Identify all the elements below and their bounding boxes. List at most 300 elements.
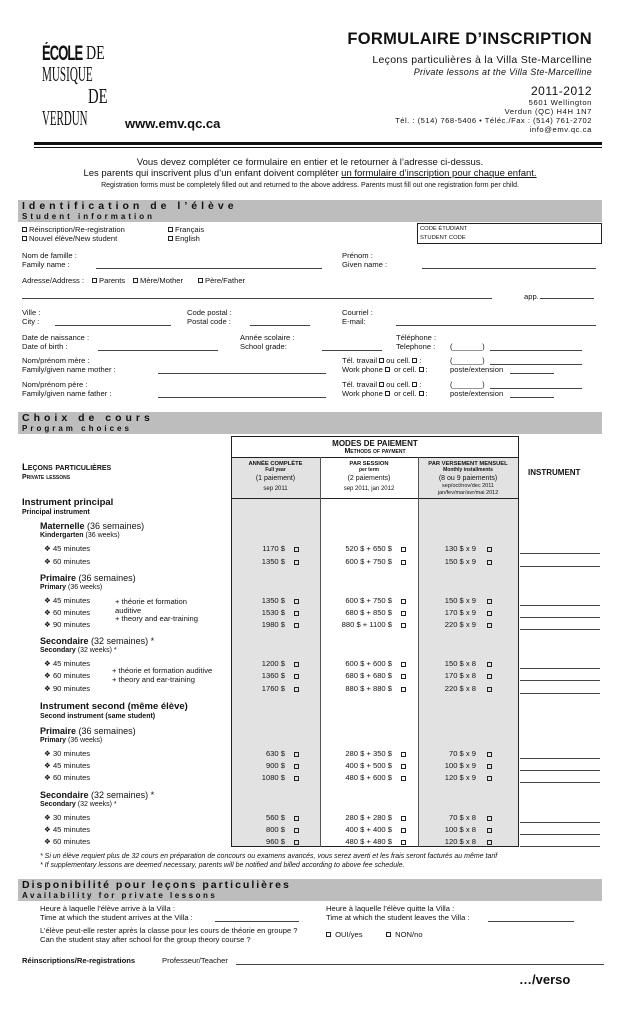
instrument-field[interactable] [520, 846, 600, 847]
session-checkbox[interactable] [401, 815, 408, 824]
session-price: 480 $ + 600 $ [345, 773, 392, 782]
duration-label [44, 660, 90, 669]
checkbox[interactable] [487, 623, 492, 628]
session-price: 280 $ + 350 $ [345, 749, 392, 758]
identification-title: Identification de l’élève [22, 200, 238, 212]
checkbox[interactable] [386, 932, 391, 937]
methods-title-en: Methods of payment [344, 448, 406, 455]
group-name-fr: Primaire [40, 573, 77, 583]
diamond-icon: ❖ [44, 671, 51, 680]
instrument-field[interactable] [520, 553, 600, 554]
teacher-field[interactable] [236, 964, 604, 965]
secondary-theory-fr: + théorie et formation auditive [112, 666, 213, 675]
diamond-icon: ❖ [44, 773, 51, 782]
father-phone-area[interactable]: (_______) [450, 380, 485, 389]
yes-label: OUI/yes [335, 930, 363, 939]
page-title: FORMULAIRE D’INSCRIPTION [347, 30, 592, 48]
verso-label: …/verso [519, 972, 571, 987]
header-rule-thin [34, 147, 602, 148]
primary-theory-fr: + théorie et formation auditive [115, 597, 187, 615]
checkbox[interactable] [401, 662, 406, 667]
postal-label-fr: Code postal : [187, 308, 232, 317]
month-checkbox[interactable] [487, 815, 494, 824]
instrument-field[interactable] [520, 617, 600, 618]
year-price: 1350 $ [261, 596, 285, 605]
checkbox[interactable] [401, 764, 406, 769]
checkbox[interactable] [487, 776, 492, 781]
year-price: 1980 $ [261, 620, 285, 629]
group-weeks-en: (32 weeks) * [77, 801, 117, 808]
instrument-field[interactable] [520, 629, 600, 630]
leave-field[interactable] [488, 921, 574, 922]
checkbox[interactable] [385, 391, 390, 396]
session-checkbox[interactable] [401, 775, 408, 784]
group-name-fr: Primaire [40, 726, 77, 736]
group-title [40, 636, 154, 646]
checkbox[interactable] [294, 560, 299, 565]
checkbox[interactable] [294, 611, 299, 616]
checkbox[interactable] [294, 840, 299, 845]
checkbox[interactable] [487, 764, 492, 769]
group-title [40, 521, 144, 531]
month-checkbox[interactable] [487, 610, 494, 619]
subtitle-en: Private lessons at the Villa Ste-Marcelline [413, 67, 592, 77]
family-name-field[interactable] [96, 268, 322, 269]
session-price: 680 $ + 680 $ [345, 671, 392, 680]
group-title [40, 790, 154, 800]
yes-option[interactable] [326, 931, 363, 940]
group-title [40, 726, 136, 736]
mother-work-en: Work phone or cell. : [342, 365, 428, 374]
year-checkbox[interactable] [294, 839, 301, 848]
checkbox[interactable] [401, 611, 406, 616]
checkbox[interactable] [379, 382, 384, 387]
session-price: 880 $ + 880 $ [345, 684, 392, 693]
no-option[interactable] [386, 931, 423, 940]
checkbox[interactable] [294, 764, 299, 769]
student-code-box[interactable] [417, 223, 602, 244]
instrument-field[interactable] [520, 822, 600, 823]
grade-label-fr: Année scolaire : [240, 333, 295, 342]
year-checkbox[interactable] [294, 827, 301, 836]
session-checkbox[interactable] [401, 839, 408, 848]
duration-text: 90 minutes [52, 620, 91, 629]
checkbox[interactable] [401, 816, 406, 821]
session-checkbox[interactable] [401, 751, 408, 760]
session-checkbox[interactable] [401, 827, 408, 836]
checkbox[interactable] [294, 547, 299, 552]
duration-label [44, 545, 90, 554]
duration-label [44, 750, 90, 759]
grade-field[interactable] [322, 350, 382, 351]
year-price: 1350 $ [261, 557, 285, 566]
postal-field[interactable] [250, 325, 310, 326]
checkbox[interactable] [401, 776, 406, 781]
month-price: 150 $ x 9 [444, 557, 476, 566]
group-name-en: Secondary [40, 801, 76, 808]
checkbox[interactable] [487, 840, 492, 845]
month-checkbox[interactable] [487, 775, 494, 784]
session-checkbox[interactable] [401, 559, 408, 568]
diamond-icon: ❖ [44, 544, 51, 553]
checkbox[interactable] [419, 391, 424, 396]
session-checkbox[interactable] [401, 622, 408, 631]
checkbox[interactable] [401, 674, 406, 679]
instrument-field[interactable] [520, 834, 600, 835]
checkbox[interactable] [487, 611, 492, 616]
checkbox[interactable] [487, 816, 492, 821]
city-label-fr: Ville : [22, 308, 41, 317]
year-checkbox[interactable] [294, 622, 301, 631]
month-checkbox[interactable] [487, 661, 494, 670]
checkbox[interactable] [401, 840, 406, 845]
year-price: 1360 $ [261, 671, 285, 680]
year-checkbox[interactable] [294, 763, 301, 772]
mother-extension-field[interactable] [510, 373, 554, 374]
year-checkbox[interactable] [294, 673, 301, 682]
checkbox[interactable] [22, 227, 27, 232]
address-field[interactable] [22, 298, 492, 299]
checkbox[interactable] [487, 828, 492, 833]
diamond-icon: ❖ [44, 596, 51, 605]
month-price: 120 $ x 9 [444, 773, 476, 782]
checkbox[interactable] [401, 623, 406, 628]
group-subtitle [40, 532, 120, 540]
month-price: 150 $ x 8 [444, 659, 476, 668]
subtitle-fr: Leçons particulières à la Villa Ste-Marcelline [372, 54, 592, 66]
checkbox[interactable] [401, 828, 406, 833]
checkbox[interactable] [412, 382, 417, 387]
duration-label [44, 621, 90, 630]
duration-text: 60 minutes [52, 773, 91, 782]
phone-field[interactable] [490, 350, 582, 351]
session-checkbox[interactable] [401, 546, 408, 555]
nouvel-option[interactable] [22, 235, 117, 244]
checkbox[interactable] [294, 816, 299, 821]
group-weeks-en: (32 weeks) * [77, 647, 117, 654]
address-line1: 5601 Wellington [528, 98, 592, 107]
city-label-en: City : [22, 317, 40, 326]
duration-text: 45 minutes [52, 825, 91, 834]
duration-text: 60 minutes [52, 608, 91, 617]
identification-subtitle: Student information [22, 212, 155, 221]
given-name-label-en: Given name : [342, 260, 388, 269]
reinscription-label: Réinscription/Re-registration [29, 225, 125, 234]
checkbox[interactable] [401, 547, 406, 552]
father-option[interactable] [198, 277, 245, 286]
francais-label: Français [175, 225, 205, 234]
app-label: app. [524, 292, 539, 301]
diamond-icon: ❖ [44, 749, 51, 758]
group-weeks-fr: (36 semaines) [78, 726, 136, 736]
duration-text: 60 minutes [52, 837, 91, 846]
city-field[interactable] [55, 325, 171, 326]
mother-phone-area[interactable]: (_______) [450, 356, 485, 365]
checkbox[interactable] [294, 623, 299, 628]
checkbox[interactable] [379, 358, 384, 363]
session-checkbox[interactable] [401, 686, 408, 695]
duration-label [44, 762, 90, 771]
checkbox[interactable] [401, 687, 406, 692]
group-weeks-fr: (32 semaines) * [91, 790, 155, 800]
program-title: Choix de cours [22, 412, 154, 424]
year-price: 1760 $ [261, 684, 285, 693]
address-line2: Verdun (QC) H4H 1N7 [504, 107, 592, 116]
work-label-en: Work phone [342, 365, 385, 374]
father-name-label-fr: Nom/prénom père : [22, 380, 88, 389]
year-price: 1530 $ [261, 608, 285, 617]
work-label: Tél. travail [342, 380, 380, 389]
second-instrument-fr: Instrument second (même élève) [40, 701, 188, 712]
checkbox[interactable] [487, 599, 492, 604]
duration-label [44, 672, 90, 681]
checkbox[interactable] [487, 560, 492, 565]
session-checkbox[interactable] [401, 598, 408, 607]
group-name-en: Primary [40, 737, 67, 744]
mother-work-fr: Tél. travail ou cell. : [342, 356, 422, 365]
checkbox[interactable] [294, 687, 299, 692]
cell-label-en: or cell. [391, 389, 419, 398]
diamond-icon: ❖ [44, 608, 51, 617]
diamond-icon: ❖ [44, 837, 51, 846]
note-en: * If supplementary lessons are deemed necessary, parents will be notified and billed according to above fee schedule. [40, 862, 405, 869]
reregistrations-label: Réinscriptions/Re-registrations [22, 956, 136, 965]
arrive-label-en: Time at which the student arrives at the Villa : [40, 913, 193, 922]
arrive-field[interactable] [215, 921, 299, 922]
instrument-field[interactable] [520, 566, 600, 567]
checkbox[interactable] [487, 687, 492, 692]
year-price: 1080 $ [261, 773, 285, 782]
checkbox[interactable] [133, 278, 138, 283]
checkbox[interactable] [326, 932, 331, 937]
instrument-field[interactable] [520, 693, 600, 694]
session-price: 680 $ + 850 $ [345, 608, 392, 617]
checkbox[interactable] [419, 367, 424, 372]
checkbox[interactable] [487, 752, 492, 757]
mother-option[interactable] [133, 277, 183, 286]
checkbox[interactable] [487, 662, 492, 667]
checkbox[interactable] [412, 358, 417, 363]
father-extension-field[interactable] [510, 397, 554, 398]
checkbox[interactable] [168, 227, 173, 232]
header-divider [231, 498, 519, 499]
session-checkbox[interactable] [401, 763, 408, 772]
instrument-field[interactable] [520, 668, 600, 669]
mother-label: Mère/Mother [140, 276, 184, 285]
month-checkbox[interactable] [487, 598, 494, 607]
mother-extension-label: poste/extension [450, 365, 504, 374]
session-price: 880 $ + 1100 $ [341, 620, 392, 629]
year-checkbox[interactable] [294, 815, 301, 824]
checkbox[interactable] [294, 752, 299, 757]
group-subtitle [40, 584, 102, 592]
year-checkbox[interactable] [294, 751, 301, 760]
year-checkbox[interactable] [294, 546, 301, 555]
duration-text: 30 minutes [52, 749, 91, 758]
year-checkbox[interactable] [294, 686, 301, 695]
month-price: 220 $ x 9 [444, 620, 476, 629]
session-col-h3: (2 paiements) [347, 475, 391, 482]
mother-phone-field[interactable] [490, 364, 582, 365]
app-field[interactable] [540, 298, 594, 299]
instrument-field[interactable] [520, 605, 600, 606]
instrument-field[interactable] [520, 770, 600, 771]
session-price: 600 $ + 750 $ [345, 557, 392, 566]
checkbox[interactable] [401, 599, 406, 604]
instrument-field[interactable] [520, 758, 600, 759]
duration-text: 60 minutes [52, 557, 91, 566]
diamond-icon: ❖ [44, 557, 51, 566]
group-name-en: Secondary [40, 647, 76, 654]
year-checkbox[interactable] [294, 559, 301, 568]
mother-name-field[interactable] [158, 373, 326, 374]
given-name-label-fr: Prénom : [342, 251, 373, 260]
father-label: Père/Father [205, 276, 246, 285]
month-col-h3: (8 ou 9 paiements) [438, 475, 498, 482]
intro-line1: Vous devez compléter ce formulaire en entier et le retourner à l’adresse ci-dessus. [136, 157, 484, 168]
year-checkbox[interactable] [294, 610, 301, 619]
year-checkbox[interactable] [294, 775, 301, 784]
family-name-label-en: Family name : [22, 260, 70, 269]
year-col-h1: ANNÉE COMPLÈTE [248, 461, 303, 467]
year-col-h4: sep 2011 [263, 486, 288, 492]
father-name-field[interactable] [158, 397, 326, 398]
checkbox[interactable] [294, 776, 299, 781]
given-name-field[interactable] [422, 268, 596, 269]
nouvel-label: Nouvel élève/New student [29, 234, 118, 243]
session-col-h4: sep 2011, jan 2012 [343, 486, 395, 492]
duration-label [44, 597, 90, 606]
arrive-label-fr: Heure à laquelle l’élève arrive à la Villa : [40, 904, 175, 913]
month-price: 100 $ x 8 [444, 825, 476, 834]
session-checkbox[interactable] [401, 661, 408, 670]
checkbox[interactable] [294, 662, 299, 667]
group-weeks-fr: (32 semaines) * [91, 636, 155, 646]
month-col-h1: PAR VERSEMENT MENSUEL [428, 461, 508, 467]
month-checkbox[interactable] [487, 686, 494, 695]
english-option[interactable] [168, 235, 200, 244]
checkbox[interactable] [401, 752, 406, 757]
phone-line: Tél. : (514) 768-5406 • Téléc./Fax : (514) 761-2702 [395, 116, 592, 125]
year-checkbox[interactable] [294, 598, 301, 607]
principal-instrument-fr: Instrument principal [22, 497, 114, 508]
month-price: 70 $ x 8 [448, 813, 476, 822]
instrument-field[interactable] [520, 680, 600, 681]
diamond-icon: ❖ [44, 813, 51, 822]
session-col-h1: PAR SESSION [349, 461, 389, 467]
year-checkbox[interactable] [294, 661, 301, 670]
availability-title: Disponibilité pour leçons particulières [22, 879, 291, 891]
month-price: 130 $ x 9 [444, 544, 476, 553]
month-col-h4: sep/oct/nov/dec 2011 [442, 483, 494, 489]
cell-label: ou cell. [386, 380, 413, 389]
month-price: 170 $ x 8 [444, 671, 476, 680]
session-checkbox[interactable] [401, 610, 408, 619]
postal-label-en: Postal code : [187, 317, 231, 326]
email[interactable]: info@emv.qc.ca [529, 125, 592, 134]
month-price: 220 $ x 8 [444, 684, 476, 693]
cell-label: ou cell. [386, 356, 413, 365]
father-work-en: Work phone or cell. : [342, 389, 428, 398]
group-weeks-en: (36 weeks) [68, 737, 103, 744]
instrument-field[interactable] [520, 782, 600, 783]
group-weeks-fr: (36 semaines) [87, 521, 145, 531]
month-checkbox[interactable] [487, 751, 494, 760]
parents-option[interactable] [92, 277, 125, 286]
leave-label-fr: Heure à laquelle l’élève quitte la Villa : [326, 904, 455, 913]
checkbox[interactable] [22, 236, 27, 241]
parents-label: Parents [99, 276, 126, 285]
year-col-h3: (1 paiement) [255, 475, 296, 482]
father-phone-field[interactable] [490, 388, 582, 389]
checkbox[interactable] [198, 278, 203, 283]
group-weeks-en: (36 weeks) [85, 532, 120, 539]
father-work-fr: Tél. travail ou cell. : [342, 380, 422, 389]
duration-text: 60 minutes [52, 671, 91, 680]
month-checkbox[interactable] [487, 673, 494, 682]
phone-area[interactable]: (_______) [450, 342, 485, 351]
duration-text: 90 minutes [52, 684, 91, 693]
month-checkbox[interactable] [487, 827, 494, 836]
duration-label [44, 774, 90, 783]
private-lessons-fr: Leçons particulières [22, 462, 112, 473]
group-subtitle [40, 737, 102, 745]
duration-label [44, 685, 90, 694]
checkbox[interactable] [385, 367, 390, 372]
checkbox[interactable] [401, 560, 406, 565]
checkbox[interactable] [294, 828, 299, 833]
checkbox[interactable] [294, 674, 299, 679]
birth-label-en: Date of birth : [22, 342, 68, 351]
checkbox[interactable] [92, 278, 97, 283]
website[interactable]: www.emv.qc.ca [125, 116, 221, 131]
year-price: 630 $ [265, 749, 285, 758]
email-field[interactable] [396, 325, 596, 326]
student-code-en: STUDENT CODE [420, 235, 466, 241]
teacher-label: Professeur/Teacher [162, 956, 228, 965]
month-checkbox[interactable] [487, 546, 494, 555]
checkbox[interactable] [168, 236, 173, 241]
session-checkbox[interactable] [401, 673, 408, 682]
phone-label-fr: Téléphone : [396, 333, 437, 342]
second-instrument-en: Second instrument (same student) [40, 713, 156, 720]
month-price: 150 $ x 9 [444, 596, 476, 605]
instrument-header: INSTRUMENT [528, 468, 581, 477]
work-label-en: Work phone [342, 389, 385, 398]
session-price: 280 $ + 280 $ [345, 813, 392, 822]
month-checkbox[interactable] [487, 622, 494, 631]
session-col-h2: per term [358, 467, 379, 473]
email-label-fr: Courriel : [342, 308, 373, 317]
mother-name-label-fr: Nom/prénom mère : [22, 356, 90, 365]
year-price: 960 $ [265, 837, 285, 846]
month-checkbox[interactable] [487, 763, 494, 772]
email-label-en: E-mail: [342, 317, 366, 326]
month-price: 100 $ x 9 [444, 761, 476, 770]
checkbox[interactable] [487, 547, 492, 552]
diamond-icon: ❖ [44, 620, 51, 629]
birth-field[interactable] [98, 350, 218, 351]
duration-label [44, 558, 90, 567]
checkbox[interactable] [487, 674, 492, 679]
month-checkbox[interactable] [487, 839, 494, 848]
grade-label-en: School grade: [240, 342, 287, 351]
leave-label-en: Time at which the student leaves the Villa : [326, 913, 470, 922]
checkbox[interactable] [294, 599, 299, 604]
father-name-label-en: Family/given name father : [22, 389, 112, 398]
year-col-h2: Full year [265, 467, 286, 473]
month-checkbox[interactable] [487, 559, 494, 568]
